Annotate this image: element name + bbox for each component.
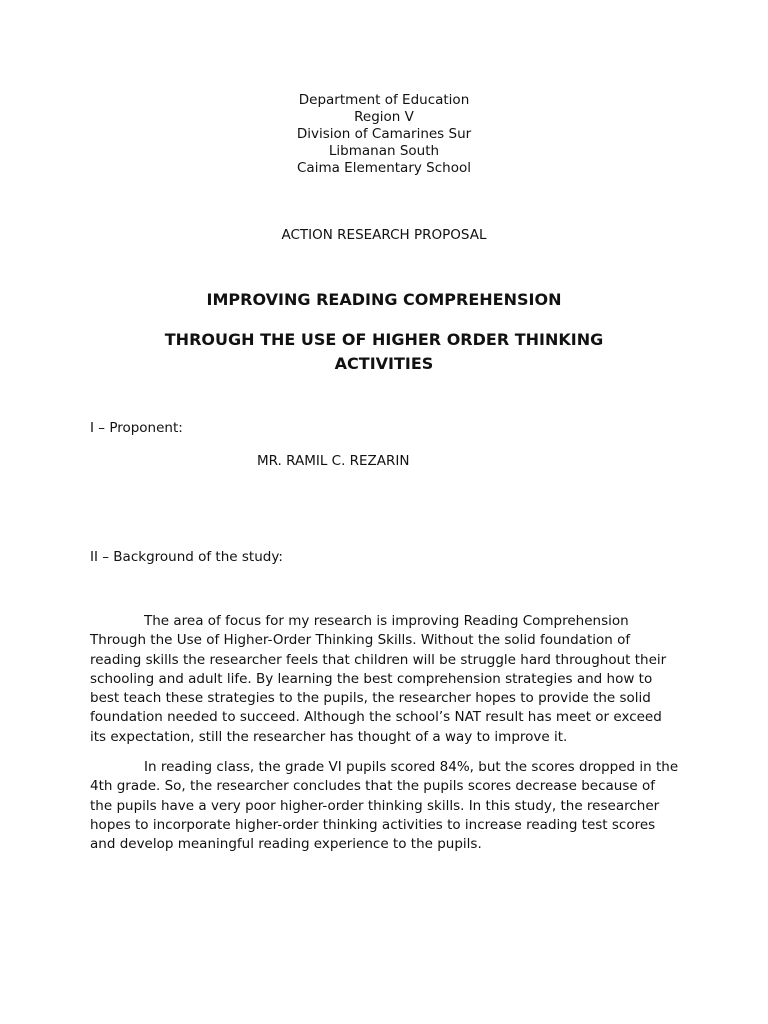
background-paragraph-2: In reading class, the grade VI pupils scored 84%, but the scores dropped in the 4th grade. So, the researcher concludes that the pupils scores decrease because of the pupils have a very poor higher-order thinking skills. In this study, the researcher hopes to incorporate higher-order thinking activities to increase reading test scores and develop meaningful reading experience to the pupils.	[90, 759, 679, 853]
header-department: Department of Education	[298, 92, 470, 108]
header-district: Libmanan South	[328, 143, 440, 159]
proponent-name: MR. RAMIL C. REZARIN	[257, 453, 410, 469]
background-paragraph-1: The area of focus for my research is improving Reading Comprehension Through the Use of Higher-Order Thinking Skills. Without the solid foundation of reading skills the researcher feels that children will be struggle hard throughout their schooling and adult life. By learning the best comprehension strategies and how to best teach these strategies to the pupils, the researcher hopes to provide the solid foundation needed to succeed. Although the school’s NAT result has meet or exceed its expectation, still the researcher has thought of a way to improve it.	[90, 613, 667, 745]
header-region: Region V	[354, 109, 414, 125]
title-line-2: THROUGH THE USE OF HIGHER ORDER THINKING ACTIVITIES	[164, 330, 604, 373]
header-school: Caima Elementary School	[297, 160, 471, 176]
background-heading: II – Background of the study:	[90, 549, 283, 565]
document-type: ACTION RESEARCH PROPOSAL	[281, 227, 487, 243]
title-line-1: IMPROVING READING COMPREHENSION	[206, 290, 562, 309]
letterhead	[0, 92, 768, 177]
proponent-heading: I – Proponent:	[90, 420, 183, 436]
header-division: Division of Camarines Sur	[296, 126, 472, 142]
